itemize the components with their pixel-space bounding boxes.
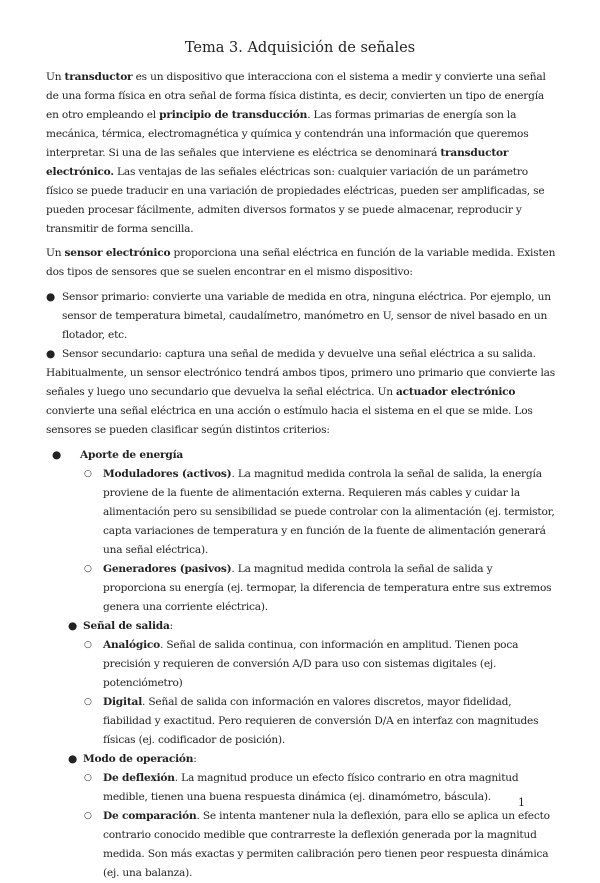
list-item-deflexion bbox=[46, 769, 558, 807]
list-item-generadores bbox=[46, 560, 558, 617]
sensor-types-list bbox=[46, 288, 558, 345]
hollow-bullet-icon: ○ bbox=[84, 469, 92, 479]
text-run: Sensor secundario: captura una señal de medida y devuelve una señal eléctrica a su salida. Habitualmente, un sensor electrónico tendrá ambos tipos, primero uno primario que convierte las señales y luego uno secundario que devuelva la señal eléctrica. Un bbox=[46, 348, 555, 398]
hollow-bullet-icon: ○ bbox=[84, 811, 92, 821]
page-number: 1 bbox=[518, 796, 525, 809]
text-run: . Se intenta mantener nula la deflexión, para ello se aplica un efecto contrario conocido medible que contrarreste la deflexión generada por la magnitud medida. Son más exactas y permiten calibración pero tienen peor respuesta dinámica (ej. una balanza). bbox=[103, 810, 550, 879]
text-run: . Señal de salida con información en valores discretos, mayor fidelidad, fiabilidad y exactitud. Pero requieren de conversión D/A en interfaz con magnitudes físicas (ej. codificador de posición). bbox=[103, 696, 539, 746]
term-principio: principio de transducción bbox=[159, 109, 308, 121]
hollow-bullet-icon: ○ bbox=[84, 773, 92, 783]
criteria-list bbox=[46, 446, 558, 883]
criterion-title: Aporte de energía bbox=[80, 449, 184, 461]
text-run: . La magnitud medida controla la señal de salida y proporciona su energía (ej. termopar, la diferencia de temperatura entre sus extremos genera una corriente eléctrica). bbox=[103, 563, 552, 613]
text-run: . Señal de salida continua, con información en amplitud. Tienen poca precisión y requieren de conversión A/D para uso con sistemas digitales (ej. potenciómetro) bbox=[103, 639, 519, 689]
term: Moduladores (activos) bbox=[103, 468, 232, 480]
term-transductor-electronico: transductor electrónico. bbox=[46, 147, 509, 178]
list-item-comparacion bbox=[46, 807, 558, 883]
term: De deflexión bbox=[103, 772, 175, 784]
list-item-sensor-primario bbox=[46, 288, 558, 345]
text-run: es un dispositivo que interacciona con el sistema a medir y convierte una señal de una forma física en otra señal de forma física distinta, es decir, convierten un tipo de energía en otro empleando el bbox=[46, 71, 546, 121]
text-run: . Las formas primarias de energía son la mecánica, térmica, electromagnética y química y contendrán una información que queremos interpretar. Si una de las señales que interviene es eléctrica se denominará bbox=[46, 109, 529, 159]
criterion-title: Modo de operación bbox=[83, 753, 194, 765]
text-run: . La magnitud produce un efecto físico contrario en otra magnitud medible, tienen una buena respuesta dinámica (ej. dinamómetro, báscula). bbox=[103, 772, 519, 803]
text-run: convierte una señal eléctrica en una acción o estímulo hacia el sistema en el que se mide. Los sensores se pueden clasificar según distintos criterios: bbox=[46, 405, 533, 436]
hollow-bullet-icon: ○ bbox=[84, 640, 92, 650]
criterion-title: Señal de salida bbox=[83, 620, 170, 632]
term: De comparación bbox=[103, 810, 197, 822]
hollow-bullet-icon: ○ bbox=[84, 564, 92, 574]
text-run: Las ventajas de las señales eléctricas son: cualquier variación de un parámetro físico se puede traducir en una variación de propiedades eléctricas, pueden ser amplificadas, se pueden procesar fácilmente, admiten diversos formatos y se puede almacenar, reproducir y transmitir de forma sencilla. bbox=[46, 166, 545, 235]
list-item-analogico bbox=[46, 636, 558, 693]
term-sensor-electronico: sensor electrónico bbox=[64, 247, 171, 259]
text-run: proporciona una señal eléctrica en función de la variable medida. Existen dos tipos de sensores que se suelen encontrar en el mismo dispositivo: bbox=[46, 247, 556, 278]
intro-paragraph bbox=[46, 68, 558, 239]
hollow-bullet-icon: ○ bbox=[84, 697, 92, 707]
criterion-aporte-energia bbox=[46, 446, 558, 465]
term: Digital bbox=[103, 696, 143, 708]
term: Generadores (pasivos) bbox=[103, 563, 232, 575]
list-item-digital bbox=[46, 693, 558, 750]
bullet-icon: ● bbox=[68, 753, 78, 765]
criterion-modo-operacion bbox=[46, 750, 558, 769]
list-item-moduladores bbox=[46, 465, 558, 560]
bullet-icon: ● bbox=[46, 291, 56, 303]
text-run: Un bbox=[46, 71, 65, 83]
bullet-icon: ● bbox=[46, 348, 56, 360]
page-title: Tema 3. Adquisición de señales bbox=[184, 40, 416, 56]
text-run: Un bbox=[46, 247, 65, 259]
text-run: : bbox=[193, 753, 197, 765]
text-run: Sensor primario: convierte una variable de medida en otra, ninguna eléctrica. Por ejemplo, un sensor de temperatura bimetal, caudalímetro, manómetro en U, sensor de nivel basado en un flotador, etc. bbox=[62, 291, 551, 341]
term-transductor: transductor bbox=[64, 71, 133, 83]
text-run: : bbox=[169, 620, 174, 632]
sensor-paragraph bbox=[46, 244, 558, 282]
sensor-secundario-paragraph bbox=[46, 345, 558, 440]
bullet-icon: ● bbox=[52, 449, 62, 461]
term-actuador-electronico: actuador electrónico bbox=[396, 386, 516, 398]
criterion-senal-salida bbox=[46, 617, 558, 636]
term: Analógico bbox=[103, 639, 161, 651]
text-run: . La magnitud medida controla la señal de salida, la energía proviene de la fuente de alimentación externa. Requieren más cables y cuidar la alimentación pero su sensibilidad se puede controlar con la alimentación (ej. termistor, capta variaciones de temperatura y en función de la fuente de alimentación generará una señal eléctrica). bbox=[103, 468, 555, 556]
bullet-icon: ● bbox=[68, 620, 78, 632]
document-body bbox=[46, 68, 558, 883]
